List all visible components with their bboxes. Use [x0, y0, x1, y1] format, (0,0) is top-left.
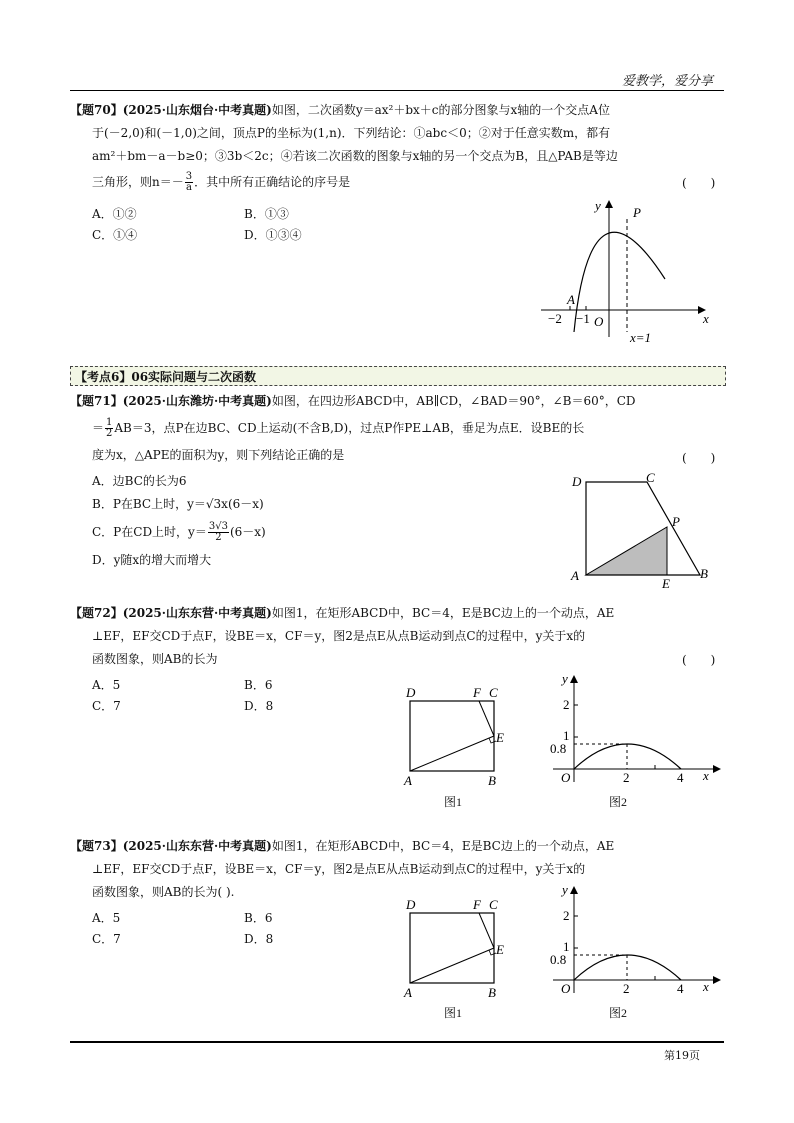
x-axis-arrow [713, 976, 721, 984]
label-minus-2: −2 [548, 311, 562, 326]
label-b: B [488, 773, 496, 788]
tick-label-x-4: 4 [677, 770, 684, 785]
question-text: 如图，二次函数y＝ax²＋bx＋c的部分图象与x轴的一个交点A位 [271, 103, 610, 117]
tick-label-x-4: 4 [677, 981, 684, 996]
label-e: E [496, 730, 504, 745]
label-b: B [700, 566, 708, 581]
label-p: P [672, 514, 680, 529]
trapezoid-figure [566, 470, 716, 591]
function-graph-figure-2 [545, 672, 725, 787]
question-tag: 【题73】 [70, 839, 123, 853]
right-angle-mark [489, 950, 496, 955]
question-text: 三角形，则n＝－ [92, 175, 184, 189]
tick-label-x-2: 2 [623, 770, 630, 785]
label-p: P [633, 205, 641, 220]
y-axis-arrow [570, 675, 578, 683]
question-text: ⊥EF，EF交CD于点F，设BE＝x，CF＝y，图2是点E从点B运动到点C的过程中，y关于x的 [92, 862, 586, 876]
tick-label-0-8: 0.8 [550, 741, 567, 756]
tick-label-2: 2 [563, 908, 570, 923]
figure-caption: 图1 [444, 795, 463, 809]
label-e: E [662, 576, 670, 591]
option-c[interactable]: C．7 [92, 932, 121, 946]
figure-caption: 图2 [609, 1006, 628, 1020]
option-c[interactable]: C．①④ [92, 228, 138, 242]
header-rule [70, 90, 724, 91]
label-a: A [404, 773, 412, 788]
label-y: y [595, 198, 601, 213]
segment-ae [410, 736, 494, 771]
label-x-equals-1: x=1 [630, 330, 652, 345]
question-text: 函数图象，则AB的长为( ). [92, 885, 235, 899]
footer-rule [70, 1041, 724, 1043]
label-minus-1: −1 [576, 311, 590, 326]
right-angle-mark [489, 738, 496, 743]
label-c: C [646, 470, 655, 485]
option-a[interactable]: A．5 [92, 911, 121, 925]
tick-label-1: 1 [563, 728, 570, 743]
answer-paren: ( ) [682, 451, 716, 465]
rectangle-abcd [410, 913, 494, 983]
option-c[interactable]: C．7 [92, 699, 121, 713]
label-x: x [703, 979, 709, 994]
option-d[interactable]: D．①③④ [244, 228, 302, 242]
question-text: 如图1，在矩形ABCD中，BC＝4，E是BC边上的一个动点，AE [271, 606, 615, 620]
label-x: x [703, 311, 709, 326]
label-a: A [567, 292, 575, 307]
question-text: 于(－2,0)和(－1,0)之间，顶点P的坐标为(1,n)．下列结论：①abc＜0；②对于任意实数m，都有 [92, 126, 611, 140]
fraction: $\frac{3}{a}$ [185, 171, 193, 193]
label-d: D [406, 685, 416, 700]
figure-caption: 图1 [444, 1006, 463, 1020]
question-text: ．其中所有正确结论的序号是 [194, 175, 351, 189]
question-tag: 【题70】 [70, 103, 123, 117]
question-source: (2025·山东东营·中考真题) [122, 839, 272, 853]
section-heading: 【考点6】06实际问题与二次函数 [70, 366, 726, 386]
tick-label-2: 2 [563, 697, 570, 712]
figure-caption: 图2 [609, 795, 628, 809]
option-b[interactable]: B．6 [244, 678, 273, 692]
option-b[interactable]: B．6 [244, 911, 273, 925]
label-f: F [473, 897, 481, 912]
rectangle-figure-1 [400, 684, 520, 789]
question-text: 函数图象，则AB的长为 [92, 652, 218, 666]
option-b[interactable]: B．①③ [244, 207, 289, 221]
question-text: AB＝3，点P在边BC、CD上运动(不含B,D)，过点P作PE⊥AB，垂足为点E．设BE的长 [114, 421, 585, 435]
answer-paren: ( ) [682, 176, 716, 190]
tick-label-0-8: 0.8 [550, 952, 567, 967]
label-c: C [489, 685, 498, 700]
label-origin: O [594, 314, 604, 329]
y-axis-arrow [570, 886, 578, 894]
rectangle-abcd [410, 701, 494, 771]
label-d: D [572, 474, 582, 489]
question-source: (2025·山东潍坊·中考真题) [122, 394, 272, 408]
question-text: 如图1，在矩形ABCD中，BC＝4，E是BC边上的一个动点，AE [271, 839, 615, 853]
tick-label-x-2: 2 [623, 981, 630, 996]
function-graph-figure-2 [545, 883, 725, 998]
header-slogan: 爱教学，爱分享 [622, 74, 714, 89]
label-c: C [489, 897, 498, 912]
question-tag: 【题72】 [70, 606, 123, 620]
question-text: 度为x，△APE的面积为y，则下列结论正确的是 [92, 448, 345, 462]
label-e: E [496, 942, 504, 957]
segment-ae [410, 948, 494, 983]
label-a: A [404, 985, 412, 1000]
y-axis-arrow [605, 200, 613, 208]
option-b[interactable]: B．P在BC上时，y＝√3x(6－x) [92, 497, 264, 511]
question-tag: 【题71】 [70, 394, 123, 408]
question-source: (2025·山东烟台·中考真题) [122, 103, 272, 117]
fraction: $\frac{1}{2}$ [106, 417, 113, 439]
question-text: ＝ [92, 421, 105, 435]
question-text: am²＋bm－a－b≥0；③3b＜2c；④若该二次函数的图象与x轴的另一个交点为B，且△PAB是等边 [92, 149, 618, 163]
label-origin: O [561, 770, 571, 785]
option-a[interactable]: A．5 [92, 678, 121, 692]
label-origin: O [561, 981, 571, 996]
question-text: 如图，在四边形ABCD中，AB∥CD，∠BAD＝90°，∠B＝60°，CD [271, 394, 636, 408]
label-f: F [473, 685, 481, 700]
label-b: B [488, 985, 496, 1000]
question-text: ⊥EF，EF交CD于点F，设BE＝x，CF＝y，图2是点E从点B运动到点C的过程中，y关于x的 [92, 629, 586, 643]
label-y: y [562, 882, 568, 897]
segment-ef [479, 701, 494, 736]
page-number: 第19页 [664, 1049, 700, 1062]
fraction: $\frac{3√3}{2}$ [208, 521, 228, 543]
segment-ef [479, 913, 494, 948]
tick-label-1: 1 [563, 939, 570, 954]
answer-paren: ( ) [682, 653, 716, 667]
rectangle-figure-1 [400, 896, 520, 1001]
label-d: D [406, 897, 416, 912]
option-d[interactable]: D．8 [244, 699, 274, 713]
parabola-figure [536, 192, 726, 347]
shaded-triangle [586, 527, 667, 575]
x-axis-arrow [713, 765, 721, 773]
option-a[interactable]: A．边BC的长为6 [92, 474, 187, 488]
option-d[interactable]: D．y随x的增大而增大 [92, 553, 212, 567]
option-a[interactable]: A．①② [92, 207, 137, 221]
label-y: y [562, 671, 568, 686]
option-c[interactable]: C．P在CD上时，y＝ $\frac{3√3}{2}$ (6－x) [92, 521, 266, 543]
option-d[interactable]: D．8 [244, 932, 274, 946]
question-source: (2025·山东东营·中考真题) [122, 606, 272, 620]
label-x: x [703, 768, 709, 783]
label-a: A [571, 568, 579, 583]
